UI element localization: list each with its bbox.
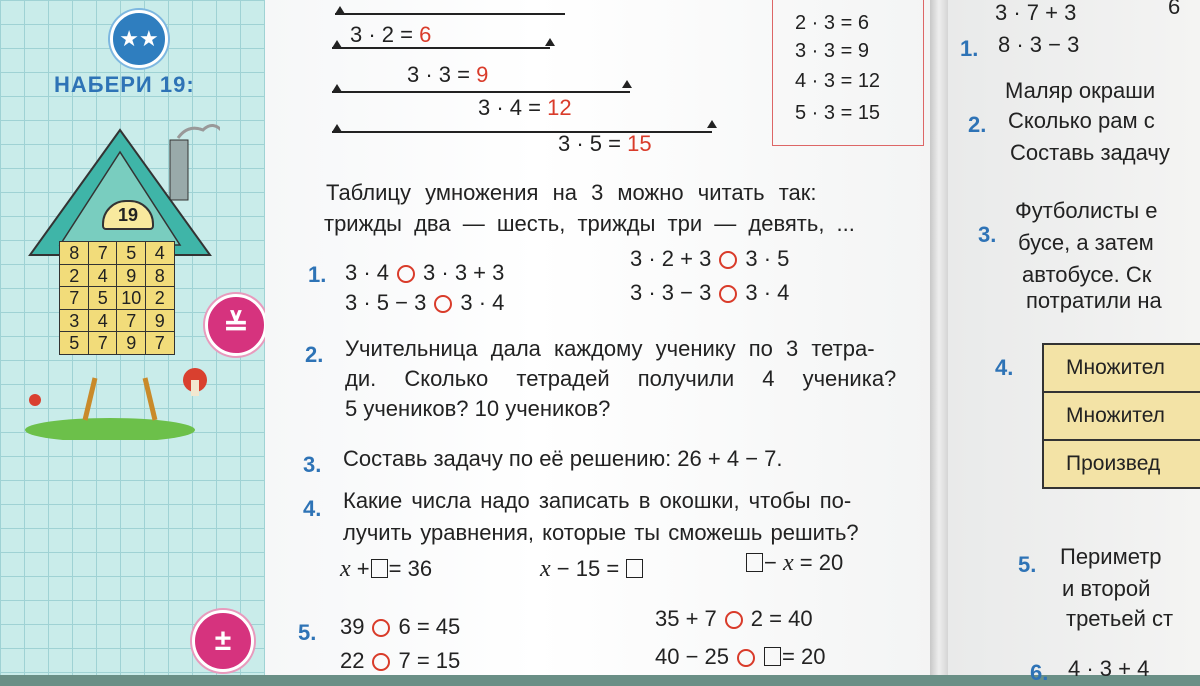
- equation-lhs: − 15 =: [556, 556, 620, 581]
- number-grid: [60, 242, 180, 355]
- grid-cell: 8: [145, 264, 175, 288]
- grid-cell: 9: [116, 264, 146, 288]
- variable-x: x: [540, 556, 551, 582]
- task-number: 5.: [298, 620, 317, 645]
- expr-right: 6 = 45: [398, 614, 461, 639]
- frame-row: 4 · 3 = 12: [795, 70, 881, 92]
- expr-left: 22: [340, 648, 365, 673]
- compare-glyph: ≚: [223, 308, 249, 342]
- grid-cell: 7: [145, 331, 175, 355]
- task-number: 1.: [308, 262, 327, 287]
- grid-cell: 4: [88, 264, 118, 288]
- expr-right: 3 · 4: [460, 290, 505, 315]
- expr-right: = 20: [782, 644, 826, 669]
- operator-circle[interactable]: [737, 649, 755, 667]
- grid-row: [60, 265, 180, 288]
- task-number: 3.: [978, 222, 997, 247]
- grid-cell: 7: [59, 286, 89, 310]
- gap-expr-row: [655, 644, 825, 670]
- grid-row: [60, 332, 180, 355]
- answer-box[interactable]: [371, 559, 388, 578]
- operator-circle[interactable]: [372, 653, 390, 671]
- answer-box[interactable]: [764, 647, 781, 666]
- stars-glyph: ★★: [119, 26, 159, 51]
- task-text: Составь задачу: [1010, 140, 1170, 165]
- stair-expr: 3 · 5 =: [558, 131, 628, 156]
- expr-left: 3 · 5 − 3: [345, 290, 427, 315]
- compare-expr-row: [630, 246, 789, 272]
- multiplication-table: [1042, 345, 1200, 489]
- stair-step-4: [558, 131, 652, 157]
- stair-arrow: [707, 120, 717, 128]
- expr-left: 3 · 3 − 3: [630, 280, 712, 305]
- frame-row: 3 · 3 = 9: [795, 40, 869, 62]
- grid-cell: 10: [116, 286, 146, 310]
- task-text: потратили на: [1026, 288, 1162, 313]
- task-text: Какие числа надо записать в окошки, чтобы по-: [343, 488, 852, 513]
- table-row-label: Произвед: [1042, 439, 1200, 489]
- grid-cell: 2: [145, 286, 175, 310]
- gap-expr-row: [655, 606, 813, 632]
- stair-arrow: [622, 80, 632, 88]
- operator: +: [356, 556, 370, 581]
- task-text: Составь задачу по её решению: 26 + 4 − 7.: [343, 446, 783, 471]
- answer-box[interactable]: [746, 553, 763, 572]
- grid-cell: 5: [59, 331, 89, 355]
- grid-cell: 9: [116, 331, 146, 355]
- stair-step-3: [478, 95, 572, 121]
- task-text: ди. Сколько тетрадей получили 4 ученика?: [345, 366, 897, 391]
- task-number: 5.: [1018, 552, 1037, 577]
- table-row-label: Множител: [1042, 391, 1200, 441]
- task-number: 3.: [303, 452, 322, 477]
- stair-value: 9: [476, 62, 489, 87]
- task-text: бусе, а затем: [1018, 230, 1154, 255]
- gap-expr-row: [340, 648, 460, 674]
- task-text: 4 · 3 + 4: [1068, 656, 1150, 681]
- frame-row: 5 · 3 = 15: [795, 102, 881, 124]
- compare-expr-row: [345, 290, 504, 316]
- plus-minus-icon: [192, 610, 254, 672]
- grid-cell: 9: [145, 309, 175, 333]
- answer-box[interactable]: [626, 559, 643, 578]
- grid-row: [60, 287, 180, 310]
- task-text: автобусе. Ск: [1022, 262, 1152, 287]
- grid-cell: 5: [116, 241, 146, 265]
- task-text: Футболисты е: [1015, 198, 1158, 223]
- expr-right: 7 = 15: [398, 648, 461, 673]
- task-text: Маляр окраши: [1005, 78, 1156, 103]
- expr-right: 3 · 3 + 3: [423, 260, 505, 285]
- operator-circle[interactable]: [372, 619, 390, 637]
- equation-rhs: = 20: [799, 550, 844, 575]
- task-text: лучить уравнения, которые ты сможешь решить?: [343, 520, 859, 545]
- plus-minus-glyph: ±: [214, 624, 232, 657]
- task-number: 1.: [960, 36, 979, 61]
- compare-circle[interactable]: [719, 285, 737, 303]
- grid-cell: 7: [88, 331, 118, 355]
- stair-expr: 3 · 3 =: [407, 62, 477, 87]
- intro-line-2: трижды два — шесть, трижды три — девять, ...: [324, 211, 855, 236]
- margin-heading: НАБЕРИ 19:: [54, 72, 195, 97]
- equation-rhs: = 36: [388, 556, 433, 581]
- task-number: 4.: [995, 355, 1014, 380]
- expr-right: 3 · 5: [745, 246, 790, 271]
- compare-circle[interactable]: [397, 265, 415, 283]
- task-text: 3 · 7 + 3: [995, 0, 1077, 25]
- expr-left: 40 − 25: [655, 644, 730, 669]
- grid-cell: 8: [59, 241, 89, 265]
- compare-circle[interactable]: [434, 295, 452, 313]
- operator: −: [764, 550, 777, 575]
- stars-icon: [110, 10, 168, 68]
- book-gutter: [930, 0, 948, 675]
- task-text: третьей ст: [1066, 606, 1174, 631]
- stair-value: 6: [419, 22, 432, 47]
- stair-expr: 3 · 4 =: [478, 95, 548, 120]
- variable-x: x: [340, 556, 351, 582]
- stair-line: [335, 13, 565, 15]
- task-text: Учительница дала каждому ученику по 3 тетра-: [345, 336, 875, 361]
- expr-right: 2 = 40: [750, 606, 813, 631]
- equation-1: [340, 556, 432, 583]
- expr-left: 35 + 7: [655, 606, 717, 631]
- compare-expr-row: [345, 260, 504, 286]
- task-text: Сколько рам с: [1008, 108, 1155, 133]
- intro-line-1: Таблицу умножения на 3 можно читать так:: [326, 180, 817, 205]
- variable-x: x: [782, 550, 794, 576]
- stair-expr: 3 · 2 =: [350, 22, 420, 47]
- task-text: 6: [1168, 0, 1181, 19]
- compare-expr-row: [630, 280, 789, 306]
- grid-cell: 5: [88, 286, 118, 310]
- expr-left: 3 · 4: [345, 260, 390, 285]
- grid-cell: 4: [88, 309, 118, 333]
- grid-cell: 2: [59, 264, 89, 288]
- task-number: 6.: [1030, 660, 1049, 685]
- task-text: 5 учеников? 10 учеников?: [345, 396, 611, 421]
- stair-value: 12: [547, 95, 572, 120]
- roof-number: 19: [102, 200, 154, 230]
- task-number: 2.: [305, 342, 324, 367]
- expr-right: 3 · 4: [745, 280, 790, 305]
- stair-line: [332, 47, 550, 49]
- equation-3: [745, 550, 843, 577]
- grid-row: [60, 242, 180, 265]
- grid-row: [60, 310, 180, 333]
- margin-panel: [0, 0, 265, 675]
- task-text: и второй: [1062, 576, 1151, 601]
- task-number: 4.: [303, 496, 322, 521]
- stair-step-1: [350, 22, 431, 48]
- expr-left: 3 · 2 + 3: [630, 246, 712, 271]
- stair-arrow: [545, 38, 555, 46]
- grid-cell: 7: [88, 241, 118, 265]
- stair-line: [332, 131, 712, 133]
- stair-step-2: [407, 62, 488, 88]
- compare-icon: [205, 294, 267, 356]
- frame-row: 2 · 3 = 6: [795, 12, 869, 34]
- task-text: 8 · 3 − 3: [998, 32, 1080, 57]
- stair-line: [332, 91, 630, 93]
- stair-value: 15: [627, 131, 652, 156]
- table-row-label: Множител: [1042, 343, 1200, 393]
- gap-expr-row: [340, 614, 460, 640]
- grid-cell: 7: [116, 309, 146, 333]
- expr-left: 39: [340, 614, 365, 639]
- grid-cell: 3: [59, 309, 89, 333]
- task-text: Периметр: [1060, 544, 1162, 569]
- task-number: 2.: [968, 112, 987, 137]
- operator-circle[interactable]: [725, 611, 743, 629]
- grid-cell: 4: [145, 241, 175, 265]
- compare-circle[interactable]: [719, 251, 737, 269]
- equation-2: [540, 556, 644, 583]
